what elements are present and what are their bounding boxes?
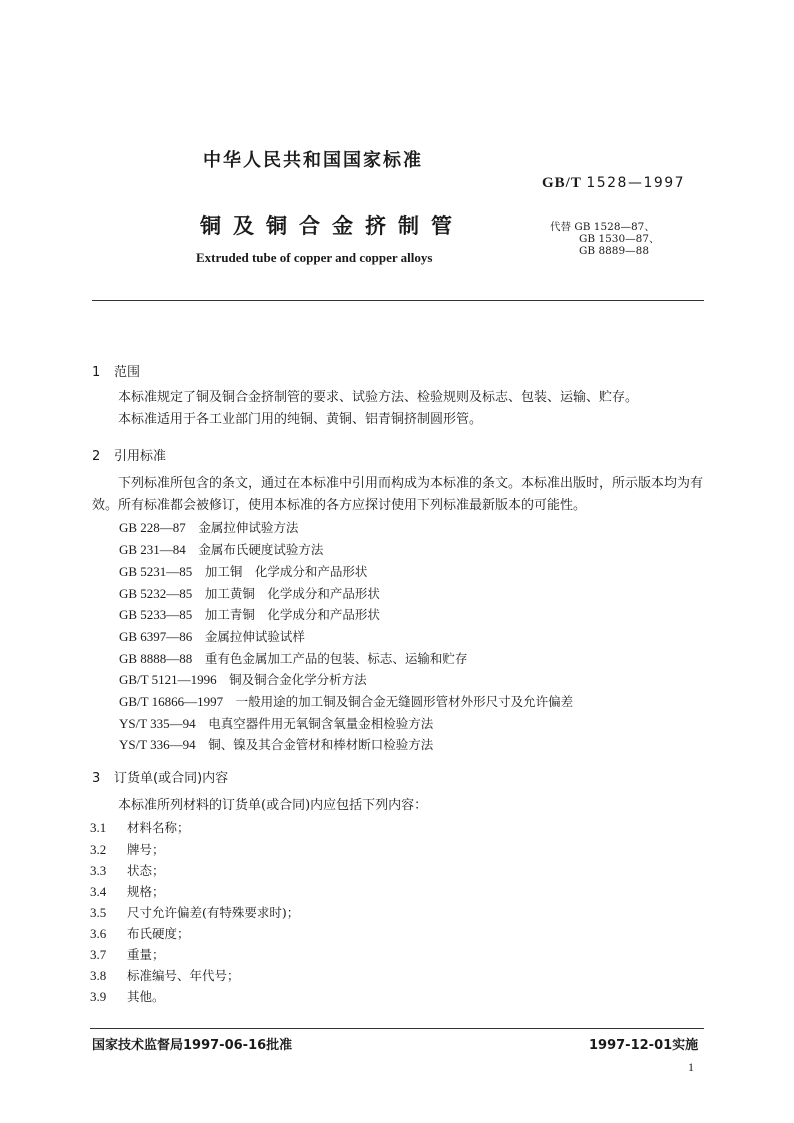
item-number: 3.3 bbox=[90, 863, 107, 878]
reference-code: GB/T 16866—1997 bbox=[119, 694, 224, 709]
replaced-standards bbox=[550, 221, 660, 257]
standard-prefix: GB/T bbox=[542, 175, 582, 191]
reference-title: 铜、镍及其合金管材和棒材断口检验方法 bbox=[208, 737, 434, 752]
paragraph: 本标准所列材料的订货单(或合同)内应包括下列内容： bbox=[118, 798, 428, 813]
replaced-standard: GB 1530—87、 bbox=[579, 233, 660, 245]
reference-code: GB 5232—85 bbox=[119, 586, 193, 601]
order-item bbox=[90, 987, 165, 1005]
reference-title: 铜及铜合金化学分析方法 bbox=[229, 672, 367, 687]
reference-title: 金属布氏硬度试验方法 bbox=[198, 542, 324, 557]
replaced-standard: 代替 GB 1528—87、 bbox=[550, 221, 655, 233]
section-number: 3 bbox=[92, 771, 101, 786]
item-text: 牌号； bbox=[127, 842, 165, 857]
item-number: 3.1 bbox=[90, 820, 107, 835]
order-item bbox=[90, 945, 165, 963]
reference-item bbox=[119, 540, 323, 558]
reference-code: GB 8888—88 bbox=[119, 651, 193, 666]
item-number: 3.7 bbox=[90, 947, 107, 962]
reference-item bbox=[119, 692, 573, 710]
reference-title: 加工铜 化学成分和产品形状 bbox=[204, 564, 368, 579]
item-text: 重量； bbox=[127, 947, 165, 962]
item-text: 尺寸允许偏差(有特殊要求时)； bbox=[127, 905, 300, 920]
item-text: 其他。 bbox=[127, 989, 165, 1004]
order-item bbox=[90, 924, 190, 942]
reference-code: GB 228—87 bbox=[119, 520, 186, 535]
order-item bbox=[90, 840, 165, 858]
section-number: 1 bbox=[92, 365, 101, 380]
reference-title: 金属拉伸试验试样 bbox=[204, 629, 305, 644]
section-title: 引用标准 bbox=[114, 449, 167, 464]
reference-code: YS/T 336—94 bbox=[119, 737, 196, 752]
item-number: 3.9 bbox=[90, 989, 107, 1004]
document-title-en: Extruded tube of copper and copper alloys bbox=[196, 250, 433, 265]
reference-code: GB 231—84 bbox=[119, 542, 186, 557]
replaced-standard: GB 8889—88 bbox=[579, 245, 650, 257]
item-number: 3.4 bbox=[90, 884, 107, 899]
paragraph: 下列标准所包含的条文，通过在本标准中引用而构成为本标准的条文。本标准出版时，所示版本均为有效。所有标准都会被修订，使用本标准的各方应探讨使用下列标准最新版本的可能性。 bbox=[92, 476, 704, 513]
standard-number bbox=[542, 175, 685, 192]
national-standard-heading: 中华人民共和国国家标准 bbox=[203, 150, 423, 171]
reference-title: 加工黄铜 化学成分和产品形状 bbox=[204, 586, 380, 601]
item-text: 规格； bbox=[127, 884, 165, 899]
reference-code: GB 5233—85 bbox=[119, 607, 193, 622]
reference-code: GB 5231—85 bbox=[119, 564, 193, 579]
reference-item bbox=[119, 735, 433, 753]
reference-item bbox=[119, 670, 367, 688]
reference-title: 一般用途的加工铜及铜合金无缝圆形管材外形尺寸及允许偏差 bbox=[235, 694, 574, 709]
item-text: 状态； bbox=[127, 863, 165, 878]
item-number: 3.2 bbox=[90, 842, 107, 857]
header-divider bbox=[92, 300, 704, 301]
reference-item bbox=[119, 714, 433, 732]
document-title-cn: 铜及铜合金挤制管 bbox=[200, 214, 464, 238]
paragraph: 本标准适用于各工业部门用的纯铜、黄铜、铝青铜挤制圆形管。 bbox=[118, 412, 483, 427]
reference-item bbox=[119, 584, 380, 602]
section-heading-order-contents bbox=[92, 767, 228, 786]
section-title: 订货单(或合同)内容 bbox=[114, 771, 229, 786]
reference-item bbox=[119, 605, 380, 623]
order-item bbox=[90, 818, 190, 836]
item-text: 材料名称； bbox=[127, 820, 190, 835]
reference-item bbox=[119, 562, 367, 580]
section-title: 范围 bbox=[114, 365, 141, 380]
item-number: 3.6 bbox=[90, 926, 107, 941]
reference-title: 重有色金属加工产品的包装、标志、运输和贮存 bbox=[204, 651, 468, 666]
item-number: 3.8 bbox=[90, 968, 107, 983]
reference-code: YS/T 335—94 bbox=[119, 716, 196, 731]
order-item bbox=[90, 882, 165, 900]
section-heading-references bbox=[92, 445, 166, 464]
reference-code: GB 6397—86 bbox=[119, 629, 193, 644]
paragraph: 本标准规定了铜及铜合金挤制管的要求、试验方法、检验规则及标志、包装、运输、贮存。 bbox=[118, 390, 639, 405]
order-item bbox=[90, 903, 299, 921]
reference-item bbox=[119, 627, 305, 645]
item-number: 3.5 bbox=[90, 905, 107, 920]
reference-title: 加工青铜 化学成分和产品形状 bbox=[204, 607, 380, 622]
section-number: 2 bbox=[92, 449, 101, 464]
order-item bbox=[90, 966, 240, 984]
section-heading-scope bbox=[92, 361, 140, 380]
item-text: 布氏硬度； bbox=[127, 926, 190, 941]
page-number: 1 bbox=[688, 1060, 694, 1074]
reference-title: 金属拉伸试验方法 bbox=[198, 520, 299, 535]
reference-item bbox=[119, 518, 298, 536]
order-item bbox=[90, 861, 165, 879]
footer-divider bbox=[90, 1028, 704, 1029]
item-text: 标准编号、年代号； bbox=[127, 968, 240, 983]
approval-date: 国家技术监督局1997-06-16批准 bbox=[92, 1038, 293, 1053]
reference-item bbox=[119, 649, 467, 667]
reference-code: GB/T 5121—1996 bbox=[119, 672, 217, 687]
standard-code: 1528—1997 bbox=[586, 175, 686, 191]
reference-title: 电真空器件用无氧铜含氧量金相检验方法 bbox=[208, 716, 434, 731]
implementation-date: 1997-12-01实施 bbox=[589, 1038, 699, 1053]
